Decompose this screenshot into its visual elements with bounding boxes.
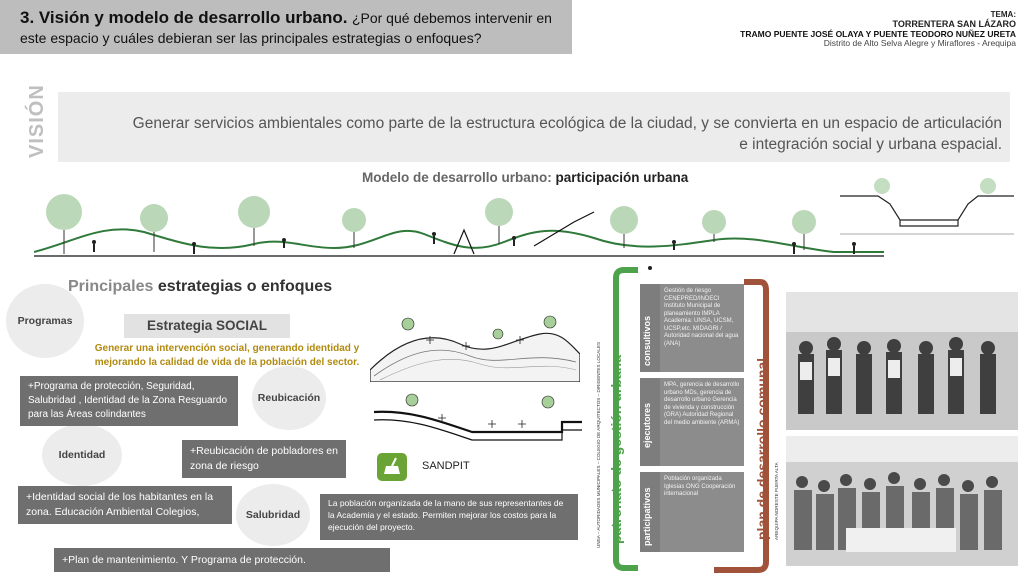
- sandpit-logo: [376, 452, 408, 482]
- estrategias-title-dark: estrategias o enfoques: [157, 278, 333, 295]
- org-box-consultivos: Gestión de riesgo CENEPRED/INDECI Instituto Municipal de planeamiento IMPLA Academia: UNSA, UCSM, UCSP,etc. MIDAGRI / Autoridad nacional del agua (ANA): [660, 284, 744, 372]
- landscape-section-illustration: [34, 182, 884, 270]
- circle-programas: [6, 284, 84, 358]
- circle-programas-label: Programas: [17, 315, 73, 327]
- box-identidad: +Identidad social de los habitantes en la zona. Educación Ambiental Colegios,: [18, 486, 232, 524]
- title-question-2: este espacio y cuáles debieran ser las principales estrategias o enfoques?: [20, 30, 482, 46]
- unsa-side-label: UNSA – AUTORIDADES MUNICIPALES – COLEGIO DE ARQUITECTOS – DIRIGENTES LOCALES: [596, 341, 601, 548]
- title-question-1: ¿Por qué debemos intervenir en: [351, 10, 552, 26]
- vision-label: [24, 84, 50, 162]
- vision-text: [62, 114, 1002, 156]
- box-poblacion: La población organizada de la mano de sus representantes de la Academia y el estado. Permiten mejorar los costos para la ejecución del proyecto.: [320, 494, 578, 540]
- modelo-subtitle: participación urbana: [555, 170, 689, 185]
- org-box-ejecutores: MPA, gerencia de desarrollo urbano MDs, gerencia de desarrollo urbano Gerencia de vivienda y construcción (GRA) Autoridad Regional del medio ambiente (ARMA): [660, 378, 744, 466]
- plan-comunal-label: plan de desarrollo comunal: [754, 357, 770, 540]
- estrategias-title: [68, 278, 332, 296]
- org-label-ejecutores: ejecutores: [642, 402, 652, 448]
- circle-identidad: [42, 424, 122, 486]
- box-reubicacion: +Reubicación de pobladores en zona de riesgo: [182, 440, 346, 478]
- circle-salubridad: [236, 484, 310, 546]
- estrategia-social-title: Estrategia SOCIAL: [124, 314, 290, 338]
- box-plan: +Plan de mantenimiento. Y Programa de protección.: [54, 548, 390, 572]
- vision-line-2: e integración social y urbana espacial.: [739, 135, 1002, 153]
- circle-reubicacion: [252, 366, 326, 430]
- title-bold: 3. Visión y modelo de desarrollo urbano.: [20, 8, 348, 27]
- estrategias-title-light: Principales: [68, 278, 154, 295]
- circle-reubicacion-label: Reubicación: [257, 392, 321, 404]
- org-box-participativos: Población organizada Iglesias ONG Cooperación internacional: [660, 472, 744, 552]
- tema-name: TORRENTERA SAN LÁZARO: [892, 19, 1016, 30]
- modelo-title-text: Modelo de desarrollo urbano:: [362, 170, 552, 185]
- org-label-consultivos: consultivos: [642, 315, 652, 366]
- box-programa: +Programa de protección, Seguridad, Salubridad , Identidad de la Zona Resguardo para las Áreas colindantes: [20, 376, 238, 426]
- patronato-label: patronato de gestión urbana: [608, 354, 624, 544]
- platform-sketch-illustration: [372, 392, 584, 450]
- community-assembly-photo: [786, 436, 1018, 566]
- cross-section-illustration: [838, 174, 1016, 240]
- vision-label-text: VISIÓN: [26, 84, 48, 158]
- title-box: [0, 0, 572, 54]
- sandpit-label: SANDPIT: [422, 460, 470, 472]
- hill-sketch-illustration: [370, 310, 580, 382]
- circle-identidad-label: Identidad: [58, 449, 106, 461]
- tema-distrito: Distrito de Alto Selva Alegre y Miraflores - Arequipa: [823, 38, 1016, 49]
- tema-tramo: TRAMO PUENTE JOSÉ OLAYA Y PUENTE TEODORO NUÑEZ URETA: [740, 28, 1016, 39]
- circle-salubridad-label: Salubridad: [245, 509, 301, 521]
- arequipa-side-label: AREQUIPA NORESTE PUERTA ALTA: [774, 462, 779, 540]
- org-label-participativos: participativos: [642, 487, 652, 546]
- community-meeting-photo: [786, 292, 1018, 430]
- tema-block: [740, 10, 1016, 49]
- estrategia-social-description: Generar una intervención social, generando identidad y mejorando la calidad de vida de la población del sector.: [94, 343, 360, 368]
- vision-line-1: Generar servicios ambientales como parte de la estructura ecológica de la ciudad, y se convierta en un espacio de articulación: [132, 115, 1002, 132]
- tema-label: TEMA:: [990, 10, 1016, 19]
